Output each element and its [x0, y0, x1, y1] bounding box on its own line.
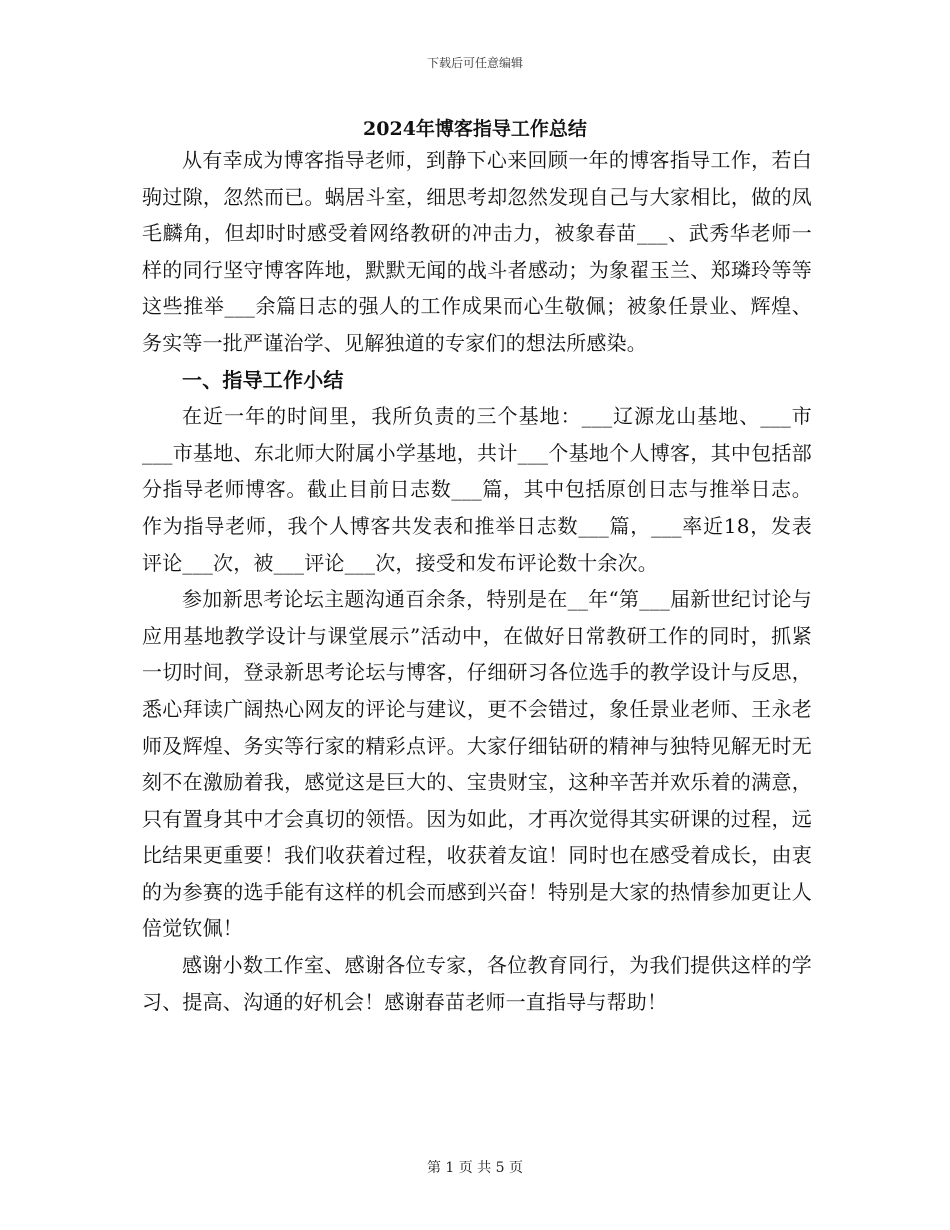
- page-number: 第 1 页 共 5 页: [426, 1160, 524, 1176]
- document-body: [142, 142, 812, 1020]
- section-heading: 一、指导工作小结: [182, 367, 344, 392]
- paragraph-thanks: 感谢小数工作室、感谢各位专家，各位教育同行，为我们提供这样的学习、提高、沟通的好机会！感谢春苗老师一直指导与帮助！: [142, 953, 812, 1014]
- header-note: 下载后可任意编辑: [426, 56, 523, 70]
- paragraph-intro: 从有幸成为博客指导老师，到静下心来回顾一年的博客指导工作，若白驹过隙，忽然而已。蜗居斗室，细思考却忽然发现自己与大家相比，做的凤毛麟角，但却时时感受着网络教研的冲击力，被象春苗___、武秀华老师一样的同行坚守博客阵地，默默无闻的战斗者感动；为象翟玉兰、郑璘玲等等这些推举___余篇日志的强人的工作成果而心生敬佩；被象任景业、辉煌、务实等一批严谨治学、见解独道的专家们的想法所感染。: [142, 148, 812, 355]
- document-title: 2024年博客指导工作总结: [363, 118, 587, 140]
- paragraph-forum: 参加新思考论坛主题沟通百余条，特别是在__年“第___届新世纪讨论与应用基地教学设计与课堂展示”活动中，在做好日常教研工作的同时，抓紧一切时间，登录新思考论坛与博客，仔细研习各位选手的教学设计与反思，悉心拜读广阔热心网友的评论与建议，更不会错过，象任景业老师、王永老师及辉煌、务实等行家的精彩点评。大家仔细钻研的精神与独特见解无时无刻不在激励着我，感觉这是巨大的、宝贵财宝，这种辛苦并欢乐着的满意，只有置身其中才会真切的领悟。因为如此，才再次觉得其实研课的过程，远比结果更重要！我们收获着过程，收获着友谊！同时也在感受着成长，由衷的为参赛的选手能有这样的机会而感到兴奋！特别是大家的热情参加更让人倍觉钦佩！: [142, 587, 812, 941]
- paragraph-summary: 在近一年的时间里，我所负责的三个基地：___辽源龙山基地、___市___市基地、东北师大附属小学基地，共计___个基地个人博客，其中包括部分指导老师博客。截止目前日志数___篇，其中包括原创日志与推举日志。作为指导老师，我个人博客共发表和推举日志数___篇，___率近18，发表评论___次，被___评论___次，接受和发布评论数十余次。: [142, 404, 812, 575]
